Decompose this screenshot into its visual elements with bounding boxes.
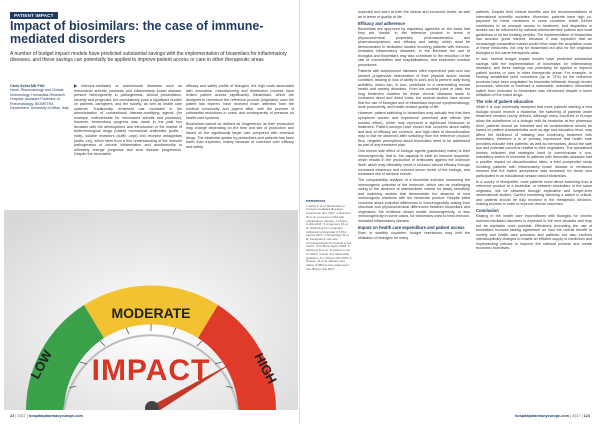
left-footer-site: hospitalpharmacyeurope.com [28, 414, 83, 418]
right-footer-site: hospitalpharmacyeurope.com [514, 414, 569, 418]
r2-conclusion: Raising in the health care expenditures with biologics for chronic immune-mediated disorders is expected in the next decades and may not be equitable ones possible. Effectively promoting the use of biosimilars involves lasting agreement on how the overall benefit to society and health care providers and patients, but also involves interdisciplinary changes to enable an efficient supply of medicines and implementing policies to improve the national process and create economic incentives. [476, 214, 592, 251]
section-tag: PATIENT IMPACT [10, 12, 58, 19]
left-column-2 [186, 84, 294, 206]
r1-impact-text: Even in wealthy countries, budget restrictions may limit the utilisation of biologics for many [358, 231, 470, 240]
left-footer-year: 2017 [17, 414, 26, 418]
author-details: Head, Rheumatology and Clinical Immunology, Humanitas Research Hospital; Assistant Professor of Rheumatology, BIOMETRA Department, University of Milan, Italy [10, 88, 69, 111]
references-title: References [306, 200, 326, 203]
impact-gauge-image [4, 210, 298, 410]
left-page-number: 22 [10, 414, 15, 418]
arrow-right-icon: ▶ [74, 84, 78, 88]
gauge-svg [4, 210, 298, 410]
right-column-2 [476, 10, 592, 412]
r2-pharmacist-2: In a survey in Montpellier, most patients knew about switching from a reference product to a biosimilar, or between biosimilars of the same originator, will be obtained through explicative and longer-term observational studies. Careful monitoring following a switch is critical, and patients should be fully involved in the therapeutic decision-making process in order to improve clinical outcomes. [476, 179, 592, 207]
right-page-number: 123 [583, 414, 590, 418]
gauge-moderate-label: MODERATE [111, 305, 191, 321]
col2-paragraph-1: efficacy and safety profile of biologics, the high costs associated with innovation, manufacturing and distribution process have limited patient access significantly. Biosimilars, which are designed to reproduce the reference product (originator) once the patent has expired, have received much attention from the medical community and payers alike, with the promise of substantial reductions in costs, and consequently of pressure on health care systems. [186, 84, 294, 120]
left-column-1 [74, 84, 182, 206]
heading-efficacy: Efficacy and adherence [358, 20, 405, 26]
references-box [306, 200, 352, 271]
right-column-1 [358, 10, 470, 412]
r1-paragraph-3: Patients with autoimmune diseases often experience pain and can present progressive deterioration of their physical and/or mental condition, leading to loss of ability to work and to perform daily living activities, which can, in turn, contribute to a deteriorating mental health and anxiety disorders. From the societal point of view, the long treatment duration for these chronic diseases leads to increased direct and direct costs, but several studies have shown that the use of biologics and of biosimilars improve symptomatology, work productivity, and health-related quality of life. [358, 69, 470, 110]
right-footer-year: 2017 [572, 414, 581, 418]
col1-paragraph: Immune-mediated or autoimmune diseases such as rheumatoid arthritis, psoriasis and inflammatory bowel disease, present heterogeneity in pathogenesis, clinical presentation, severity and prognosis, but cumulatively pose a significant burden on patients, caregivers, and the society, as well as health care systems. Traditionally, treatment has consisted in the administration of conventional disease-modifying agents (for example, methotrexate for rheumatoid arthritis and psoriasis); however, tremendous progress was made in the past two decades with the development and introduction in the market of biotechnological drugs (mainly monoclonal antibodies (suffix -mab), soluble receptors (suffix -cept) and receptor antagonists (suffix -ra)), which stem from a fine understanding of the immune pathogenesis of chronic inflammation and autoimmunity to ultimately change prognosis and slow disease progression. Despite the favourable [74, 84, 182, 157]
heading-conclusion: Conclusion [476, 208, 499, 214]
r1-paragraph-2: Biosimilars are approved by regulatory agencies on the basis that they are 'similar' to the reference product in terms of physicochemical properties, pharmacokinetics and pharmacodynamics, and efficacy and safety, which must be demonstrated in dedicated studies involving patients with immune-mediated inflammatory diseases. In the literature the use of biologics and biosimilars may also contribute to the reduction of the rate of comorbidities and hospitalisations, and expensive medical procedures. [358, 26, 470, 67]
references-text: 1 Selmi C et al. Biosimilars in immune-mediated diseases. Autoimmun Rev 2017. 2 Reinisch W et al. Long-term infliximab maintenance therapy. J Crohns Colitis 2016. 3 Jorgensen KK et al. Switching from originator infliximab to biosimilar CT-P13. Lancet 2017. 4 Scherlinger M et al. Acceptance rate and sociological factors involved in the switch. Joint Bone Spine 2018. 5 Glintborg B et al. To switch or not to switch: results of a nationwide guideline. Ann Rheum Dis 2019. 6 Smolen JS et al. Efficacy and safety of SB4 versus etanercept. Ann Rheum Dis 2017. [306, 203, 352, 271]
author-name: Carlo Selmi MD PhD [10, 84, 45, 88]
author-box [10, 84, 70, 110]
r2-pharmacist-1: While it is now universally accepted that more patients starting a new biologic should receive a biosimilar, the switching of patients under treatment remains poorly defined. Although many countries in Europe allow the substitution of a biologic with its biosimilar at the pharmacy level, patients should be informed and all considerations should be based on patient characteristics such as age and education level, may affect the likelihood of initiating and continuing treatment with biosimilars, therefore it is of primary importance that health care providers educate their patients, as well as themselves, about the safe use and potential concerns relative to their originators. The specialised studies indicated that strategies used to communicate a non-mandatory switch to biosimilar to patients with rheumatic diseases had a positive impact on discontinuation rates; a third prospective study involving patients with inflammatory bowel disease in remission showed that the switch acceptance was increased for those who participated in an educational session about biosimilars. [476, 105, 592, 178]
gauge-impact-label: IMPACT [91, 354, 211, 387]
standfirst: A number of budget impact models have predicted substantial savings with the implementation of biosimilars for inflammatory diseases, and these savings can potentially be applied to improve patient access or care in other therapeutic areas [10, 51, 287, 63]
col2-paragraph-2: Biosimilars cannot be defined as 'biogenerics' as their production may change depending on the time and site of production and based on the significantly larger size compared with chemical drugs. The biosimilar uptake by prescribers and patients has been lower than expected, mainly because of concerns over efficacy and safety. [186, 121, 294, 149]
gauge-high-label: HIGH [251, 350, 280, 387]
r1-paragraph-5: One known side effect of biologic agents (particularly mabs) is their immunogenicity, that is, the capacity to elicit an immune response, which results in the production of antibodies against the molecule itself, which may ultimately result in reduced clinical efficacy through increased clearance and reduced serum levels of the biologic, and increased risk of adverse events. [358, 149, 470, 177]
right-footer: hospitalpharmacyeurope.com | 2017 | 123 [514, 414, 590, 418]
heading-impact: Impact on health care expenditure and patient access [358, 225, 465, 231]
heading-pharmacist: The role of patient education [476, 99, 534, 105]
gauge-low-label: LOW [27, 347, 55, 382]
r1-paragraph-1: expected and seen at both the clinical and economic levels, as well as in terms of quality of life. [358, 10, 470, 19]
article-title: Impact of biosimilars: the case of immune-mediated disorders [10, 19, 264, 46]
r2-paragraph-1: patients. Despite their clinical benefits and the recommendations of international scientific societies. Moreover, patients have high co-payment for these medicines in some countries, which further contributes to an unequal access to treatment; and disparities in access can be influenced by national reimbursement policies and local guidelines or by the treating centres. The implementation of biosimilars has aroused great interest, because it was expected that an increasingly competitive market would drive down the acquisition costs of these medicines, not only for biosimilars but also for the originator biologics in the same therapeutic class. [476, 10, 592, 55]
right-page [300, 0, 600, 424]
r1-paragraph-4: However, patient switching to biosimilars may actually feel that their symptoms worsen and experience perceived side effects (the nocebo effect), which may represent a significant hindrance to treatment. Patient surveys have shown that concerns about safety and lack of efficacy are common, and high rates of discontinuation may in fact be observed after switching from the reference product; thus, negative perceptions about biosimilars need to be addressed as part of any treatment plan. [358, 111, 470, 148]
left-footer: 22 | 2017 | hospitalpharmacyeurope.com [10, 414, 83, 418]
r2-paragraph-2: In fact, several budget impact models have predicted substantial savings with the implementation of biosimilars for inflammatory diseases, and these savings can potentially be applied to improve patient access or care in other therapeutic areas. For example, in Norway substantial price reductions (up to 72%) for the reference products have been negotiated for biosimilar infliximab through tender processes, whereas in Denmark a nationwide, mandated, stimulated switch from innovator to biosimilars was introduced despite a lower utilisation of the brand drugs. [476, 56, 592, 98]
r1-paragraph-6: The comparability analysis of a biosimilar includes measuring the immunogenic potential of the molecule, which can be challenging owing to the absence of standardised criteria for assay sensitivity and switching studies that demonstrate the absence of new immunogenic reactions with the biosimilar product. Despite initial concerns about potential differences in immunogenicity arising from structural and physicochemical differences between biosimilars and originators, the evidence shows similar immunogenicity, or less immunogenicity in some cases, for biosimilars used to treat immune-mediated inflammatory disease. [358, 178, 470, 224]
